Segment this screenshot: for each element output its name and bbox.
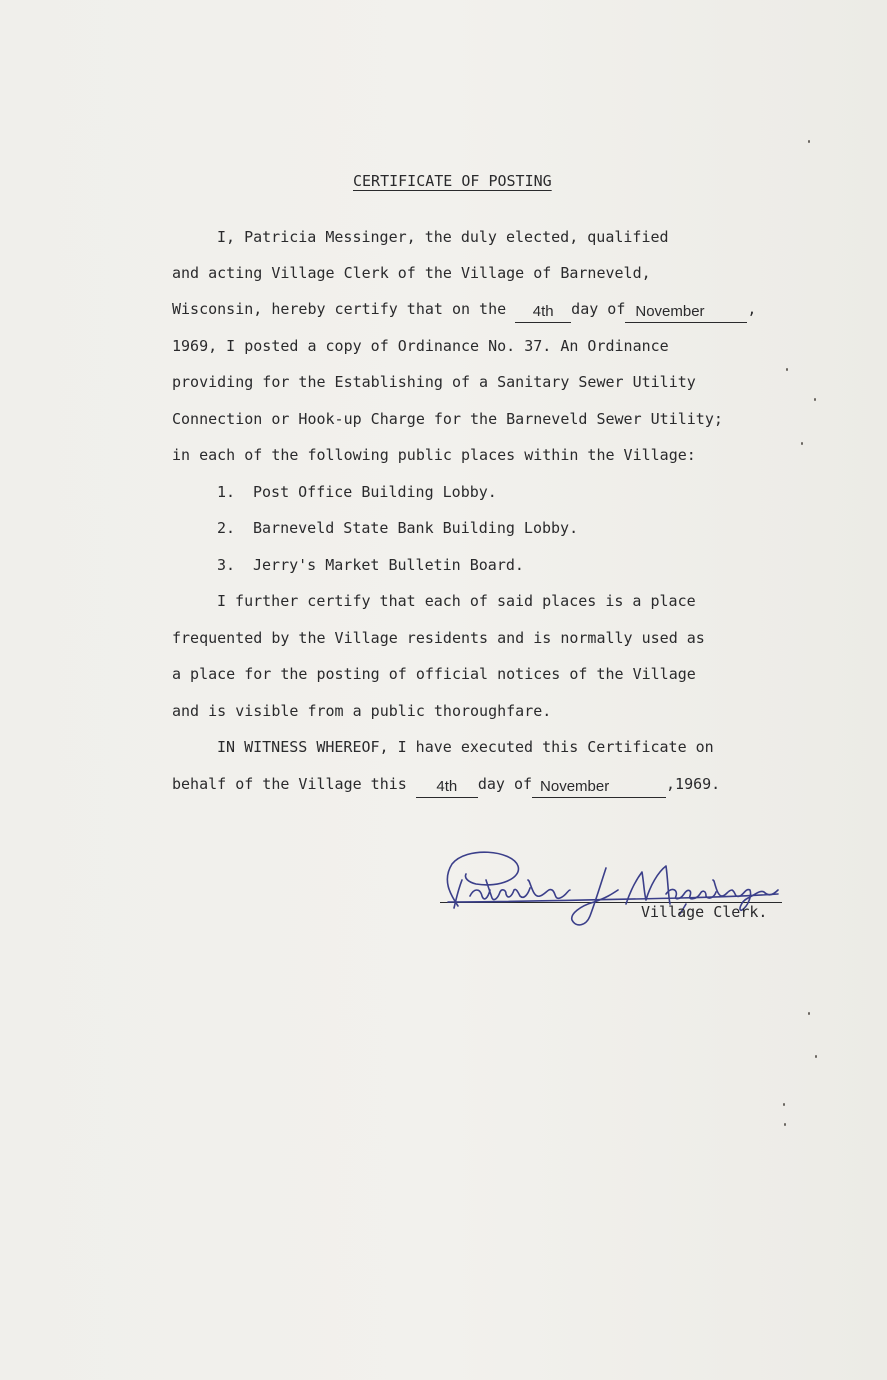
para1-line4: 1969, I posted a copy of Ordinance No. 37. An Ordinance (172, 337, 669, 355)
para1-line6: Connection or Hook-up Charge for the Barneveld Sewer Utility; (172, 410, 723, 428)
witness-day-field: 4th (416, 778, 478, 798)
para2-line4: and is visible from a public thoroughfare. (172, 702, 552, 720)
witness-month-field: November (532, 778, 666, 798)
paper-speck (808, 140, 810, 143)
certify-month-field: November (625, 303, 747, 323)
para2-line2: frequented by the Village residents and is normally used as (172, 629, 705, 647)
para3-line2 (172, 775, 720, 796)
paper-speck (783, 1103, 785, 1106)
para1-line7: in each of the following public places within the Village: (172, 446, 696, 464)
list-item-number: 3. (217, 556, 236, 574)
para2-line1: I further certify that each of said places is a place (217, 592, 696, 610)
list-item-number: 1. (217, 483, 236, 501)
signature-title: Village Clerk. (641, 903, 768, 921)
para3-line2-dayof: day of (477, 775, 533, 793)
para3-line1: IN WITNESS WHEREOF, I have executed this Certificate on (217, 738, 714, 756)
list-item (217, 556, 524, 574)
list-item-text: Jerry's Market Bulletin Board. (253, 556, 524, 574)
certify-day-field: 4th (515, 303, 571, 323)
paper-speck (786, 368, 788, 371)
list-item (217, 519, 578, 537)
list-item (217, 483, 497, 501)
para3-line2-text: behalf of the Village this (172, 775, 416, 793)
para1-line3-text: Wisconsin, hereby certify that on the (172, 300, 516, 318)
paper-speck (801, 442, 803, 445)
list-item-number: 2. (217, 519, 236, 537)
para3-line2-year: ,1969. (666, 775, 721, 793)
document-title: CERTIFICATE OF POSTING (353, 172, 552, 190)
paper-speck (784, 1123, 786, 1126)
para1-line3-dayof: day of (571, 300, 626, 318)
para1-line5: providing for the Establishing of a Sanitary Sewer Utility (172, 373, 696, 391)
paper-speck (814, 398, 816, 401)
list-item-text: Post Office Building Lobby. (253, 483, 497, 501)
para2-line3: a place for the posting of official notices of the Village (172, 665, 696, 683)
para1-line2: and acting Village Clerk of the Village of Barneveld, (172, 264, 651, 282)
paper-speck (815, 1055, 817, 1058)
para1-line1: I, Patricia Messinger, the duly elected, qualified (217, 228, 669, 246)
para1-line3 (172, 300, 756, 321)
handwritten-signature (430, 840, 790, 940)
list-item-text: Barneveld State Bank Building Lobby. (253, 519, 579, 537)
para1-line3-comma: , (747, 300, 757, 318)
paper-speck (808, 1012, 810, 1015)
